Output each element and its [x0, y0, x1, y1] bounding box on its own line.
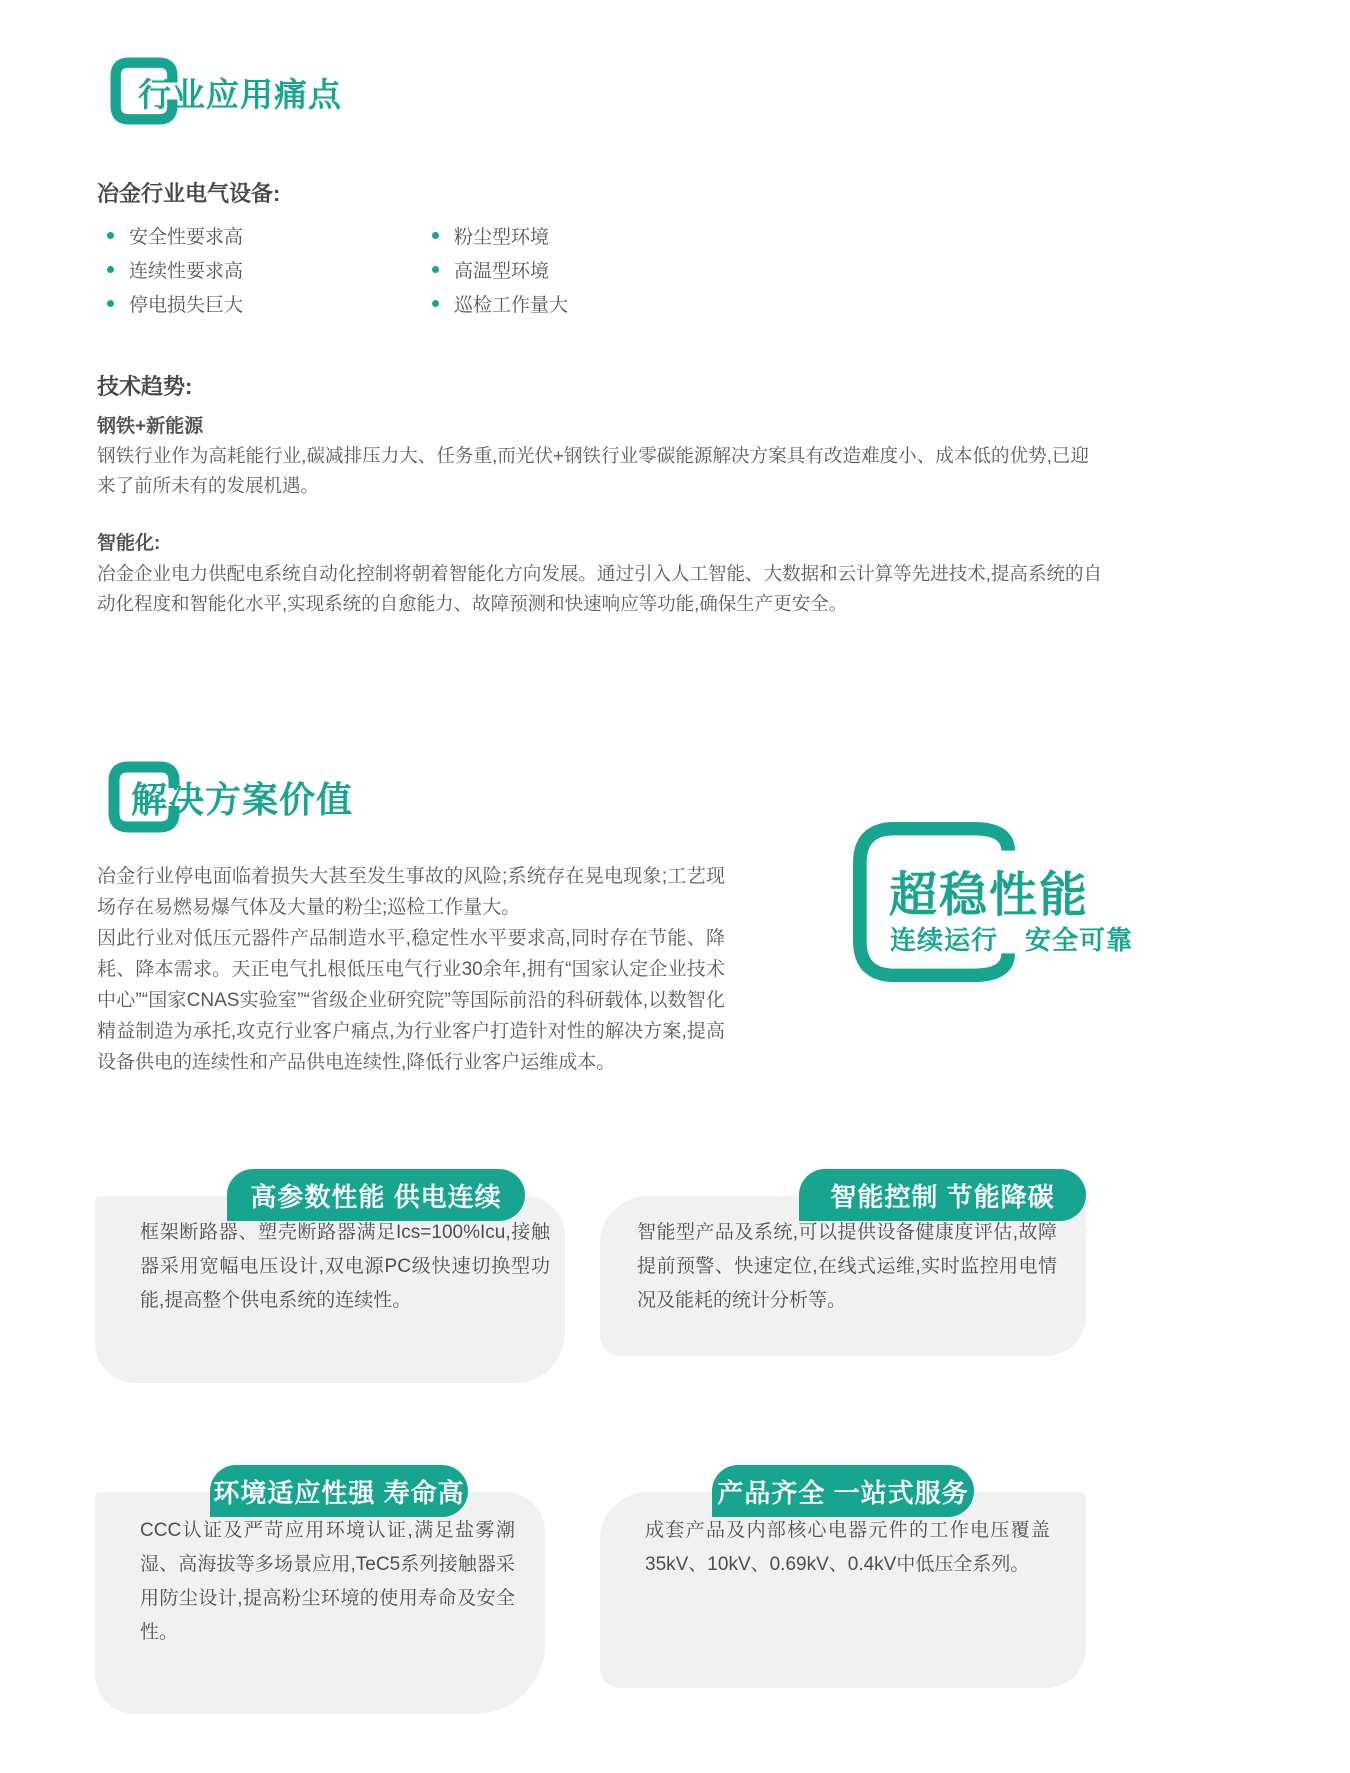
card-body-text: 智能型产品及系统,可以提供设备健康度评估,故障提前预警、快速定位,在线式运维,实时监控用电情况及能耗的统计分析等。: [637, 1222, 1057, 1311]
pain-points-title: 行业应用痛点: [138, 76, 342, 113]
bullet-dot-icon: [432, 232, 439, 239]
solution-paragraph: 因此行业对低压元器件产品制造水平,稳定性水平要求高,同时存在节能、降耗、降本需求。天正电气扎根低压电气行业30余年,拥有“国家认定企业技术中心”“国家CNAS实验室”“省级企业研究院”等国际前沿的科研载体,以数智化精益制造为承托,攻克行业客户痛点,为行业客户打造针对性的解决方案,提高设备供电的连续性和产品供电连续性,降低行业客户运维成本。: [97, 928, 725, 1073]
bullet-label: 粉尘型环境: [454, 226, 550, 248]
bullet-item: [432, 286, 568, 320]
card-ribbon: 产品齐全 一站式服务: [712, 1465, 974, 1517]
bullet-label: 安全性要求高: [129, 226, 244, 248]
bullet-item: [107, 252, 243, 286]
value-card: [600, 1492, 1086, 1688]
bullet-item: [432, 252, 568, 286]
stability-badge: [845, 814, 1134, 990]
bullet-item: [107, 286, 243, 320]
bullet-label: 巡检工作量大: [454, 294, 569, 316]
bullet-label: 停电损失巨大: [129, 294, 244, 316]
trend-smart-title: 智能化:: [97, 533, 161, 554]
equipment-subheading: 冶金行业电气设备:: [97, 181, 281, 206]
bullet-dot-icon: [107, 266, 114, 273]
badge-subtitle: 连续运行 安全可靠: [890, 925, 1134, 955]
trend-steel-title: 钢铁+新能源: [97, 416, 204, 437]
bullet-item: [107, 218, 243, 252]
bullet-list-right: [432, 218, 568, 320]
card-body-text: CCC认证及严苛应用环境认证,满足盐雾潮湿、高海拔等多场景应用,TeC5系列接触器采用防尘设计,提高粉尘环境的使用寿命及安全性。: [140, 1520, 515, 1643]
solution-value-paragraphs: [97, 861, 725, 1078]
bullet-label: 高温型环境: [454, 260, 550, 282]
bullet-dot-icon: [107, 232, 114, 239]
badge-title: 超稳性能: [889, 869, 1090, 922]
solution-paragraph: 冶金行业停电面临着损失大甚至发生事故的风险;系统存在晃电现象;工艺现场存在易燃易爆气体及大量的粉尘;巡检工作量大。: [97, 866, 725, 918]
card-body-text: 框架断路器、塑壳断路器满足Ics=100%Icu,接触器采用宽幅电压设计,双电源PC级快速切换型功能,提高整个供电系统的连续性。: [140, 1222, 550, 1311]
bullet-dot-icon: [107, 300, 114, 307]
card-ribbon: 智能控制 节能降碳: [799, 1169, 1086, 1221]
bullet-dot-icon: [432, 266, 439, 273]
card-ribbon: 环境适应性强 寿命高: [210, 1465, 468, 1517]
value-card: [95, 1196, 565, 1383]
trend-steel-text: 钢铁行业作为高耗能行业,碳减排压力大、任务重,而光伏+钢铁行业零碳能源解决方案具有改造难度小、成本低的优势,已迎来了前所未有的发展机遇。: [97, 445, 1089, 496]
trend-smart-text: 冶金企业电力供配电系统自动化控制将朝着智能化方向发展。通过引入人工智能、大数据和云计算等先进技术,提高系统的自动化程度和智能化水平,实现系统的自愈能力、故障预测和快速响应等功能,确保生产更安全。: [97, 563, 1102, 614]
card-body-text: 成套产品及内部核心电器元件的工作电压覆盖35kV、10kV、0.69kV、0.4kV中低压全系列。: [645, 1520, 1050, 1575]
bullet-label: 连续性要求高: [129, 260, 244, 282]
bullet-dot-icon: [432, 300, 439, 307]
solution-value-title: 解决方案价值: [131, 779, 354, 820]
value-card: [95, 1492, 545, 1714]
card-ribbon: 高参数性能 供电连续: [227, 1169, 525, 1221]
bullet-list-left: [107, 218, 243, 320]
bullet-item: [432, 218, 568, 252]
trends-heading: 技术趋势:: [97, 374, 193, 399]
